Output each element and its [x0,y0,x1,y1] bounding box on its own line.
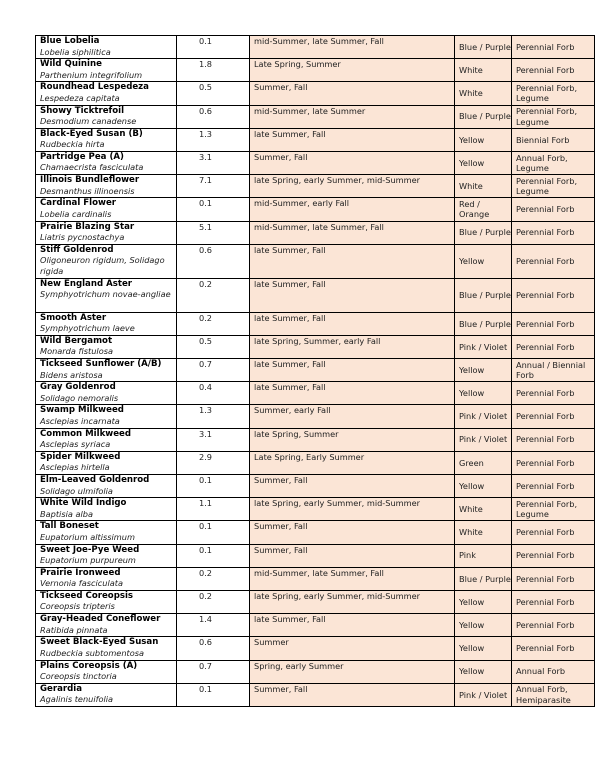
common-name: Common Milkweed [40,428,132,439]
scientific-name: Vernonia fasciculata [40,578,123,589]
bloom-period-cell: Summer, Fall [250,475,455,498]
species-name-cell [36,405,177,428]
species-name-cell [36,82,177,105]
scientific-name: Monarda fistulosa [40,346,113,357]
species-name-cell [36,382,177,405]
species-name-cell [36,590,177,613]
table-row [36,614,595,637]
flower-color-cell: Yellow [455,637,512,660]
plant-type-cell: Annual Forb, Hemiparasite [512,683,595,706]
bloom-period-cell: mid-Summer, early Fall [250,198,455,221]
flower-color-cell: White [455,82,512,105]
table-row [36,544,595,567]
table-row [36,105,595,128]
flower-color-cell: Pink / Violet [455,683,512,706]
bloom-period-cell: mid-Summer, late Summer, Fall [250,36,455,59]
table-row [36,637,595,660]
flower-color-cell: Blue / Purple [455,105,512,128]
seed-percent-cell: 7.1 [177,175,250,198]
table-row [36,36,595,59]
flower-color-cell: Green [455,451,512,474]
table-row [36,312,595,335]
seed-percent-cell: 0.5 [177,82,250,105]
species-name-cell [36,544,177,567]
flower-color-cell: White [455,498,512,521]
species-name-cell [36,105,177,128]
common-name: Black-Eyed Susan (B) [40,128,143,139]
seed-percent-cell: 0.2 [177,312,250,335]
common-name: Prairie Ironweed [40,567,121,578]
scientific-name: Ratibida pinnata [40,624,108,635]
flower-color-cell: Yellow [455,382,512,405]
table-row [36,382,595,405]
seed-percent-cell: 0.2 [177,567,250,590]
plant-type-cell: Annual Forb [512,660,595,683]
plant-type-cell: Perennial Forb [512,198,595,221]
common-name: Elm-Leaved Goldenrod [40,475,150,485]
seed-percent-cell: 0.7 [177,359,250,382]
table-row [36,590,595,613]
flower-color-cell: White [455,59,512,82]
bloom-period-cell: Summer, Fall [250,683,455,706]
common-name: White Wild Indigo [40,498,127,509]
species-name-cell [36,59,177,82]
plant-type-cell: Annual / Biennial Forb [512,359,595,382]
bloom-period-cell: Spring, early Summer [250,660,455,683]
bloom-period-cell: late Summer, Fall [250,278,455,312]
common-name: Tickseed Coreopsis [40,590,134,601]
scientific-name: Rudbeckia subtomentosa [40,647,145,658]
plant-type-cell: Perennial Forb [512,590,595,613]
plant-type-cell: Perennial Forb [512,614,595,637]
plant-type-cell: Perennial Forb [512,221,595,244]
bloom-period-cell: late Summer, Fall [250,359,455,382]
bloom-period-cell: mid-Summer, late Summer, Fall [250,567,455,590]
seed-percent-cell: 0.1 [177,198,250,221]
species-name-cell [36,312,177,335]
table-row [36,567,595,590]
scientific-name: Solidago ulmifolia [40,485,113,496]
common-name: Blue Lobelia [40,36,100,46]
bloom-period-cell: late Summer, Fall [250,128,455,151]
plant-type-cell: Biennial Forb [512,128,595,151]
plant-type-cell: Perennial Forb [512,521,595,544]
flower-color-cell: Yellow [455,151,512,174]
plant-type-cell: Perennial Forb [512,475,595,498]
species-name-cell [36,335,177,358]
scientific-name: Lobelia cardinalis [40,208,112,219]
seed-percent-cell: 1.3 [177,128,250,151]
scientific-name: Eupatorium purpureum [40,555,136,566]
common-name: Swamp Milkweed [40,405,124,416]
species-name-cell [36,128,177,151]
flower-color-cell: Yellow [455,475,512,498]
species-name-cell [36,244,177,278]
common-name: Smooth Aster [40,312,107,323]
bloom-period-cell: late Spring, early Summer, mid-Summer [250,498,455,521]
table-row [36,428,595,451]
species-name-cell [36,660,177,683]
table-row [36,221,595,244]
bloom-period-cell: late Spring, early Summer, mid-Summer [250,175,455,198]
table-row [36,244,595,278]
common-name: Tickseed Sunflower (A/B) [40,359,162,370]
table-row [36,128,595,151]
bloom-period-cell: mid-Summer, late Summer, Fall [250,221,455,244]
table-row [36,451,595,474]
scientific-name: Baptisia alba [40,508,93,519]
common-name: Prairie Blazing Star [40,221,135,232]
plant-type-cell: Perennial Forb [512,405,595,428]
scientific-name: Symphyotrichum laeve [40,323,135,334]
species-name-cell [36,359,177,382]
seed-percent-cell: 3.1 [177,151,250,174]
bloom-period-cell: Summer, Fall [250,151,455,174]
species-table-body [36,36,595,707]
seed-percent-cell: 0.7 [177,660,250,683]
scientific-name: Asclepias syriaca [40,439,111,450]
common-name: Roundhead Lespedeza [40,82,149,93]
flower-color-cell: Yellow [455,128,512,151]
species-name-cell [36,683,177,706]
common-name: Spider Milkweed [40,451,121,462]
common-name: Showy Ticktrefoil [40,105,125,116]
species-name-cell [36,451,177,474]
scientific-name: Chamaecrista fasciculata [40,162,144,173]
plant-type-cell: Perennial Forb [512,544,595,567]
plant-type-cell: Perennial Forb [512,451,595,474]
scientific-name: Solidago nemoralis [40,392,119,403]
seed-percent-cell: 0.6 [177,105,250,128]
scientific-name: Eupatorium altissimum [40,531,135,542]
plant-type-cell: Perennial Forb, Legume [512,82,595,105]
seed-percent-cell: 0.5 [177,335,250,358]
seed-percent-cell: 0.2 [177,278,250,312]
seed-percent-cell: 2.9 [177,451,250,474]
flower-color-cell: Yellow [455,359,512,382]
table-row [36,335,595,358]
seed-percent-cell: 0.6 [177,244,250,278]
flower-color-cell: Pink / Violet [455,335,512,358]
scientific-name: Lobelia siphilitica [40,46,111,57]
scientific-name: Bidens aristosa [40,369,103,380]
table-row [36,405,595,428]
bloom-period-cell: Summer, Fall [250,521,455,544]
seed-percent-cell: 1.4 [177,614,250,637]
common-name: New England Aster [40,278,133,289]
scientific-name: Asclepias incarnata [40,415,120,426]
plant-type-cell: Perennial Forb, Legume [512,175,595,198]
flower-color-cell: Yellow [455,590,512,613]
common-name: Sweet Black-Eyed Susan [40,637,159,648]
species-name-cell [36,637,177,660]
scientific-name: Lespedeza capitata [40,92,120,103]
common-name: Partridge Pea (A) [40,151,124,162]
bloom-period-cell: late Summer, Fall [250,614,455,637]
scientific-name: Desmodium canadense [40,116,137,127]
flower-color-cell: Pink / Violet [455,428,512,451]
species-name-cell [36,175,177,198]
flower-color-cell: Blue / Purple [455,567,512,590]
flower-color-cell: White [455,175,512,198]
flower-color-cell: White [455,521,512,544]
bloom-period-cell: mid-Summer, late Summer [250,105,455,128]
species-name-cell [36,521,177,544]
species-name-cell [36,498,177,521]
flower-color-cell: Yellow [455,244,512,278]
flower-color-cell: Yellow [455,614,512,637]
seed-percent-cell: 0.6 [177,637,250,660]
seed-percent-cell: 3.1 [177,428,250,451]
common-name: Tall Boneset [40,521,99,532]
table-row [36,660,595,683]
scientific-name: Liatris pycnostachya [40,232,125,242]
species-name-cell [36,614,177,637]
scientific-name: Asclepias hirtella [40,462,110,473]
plant-type-cell: Perennial Forb [512,567,595,590]
bloom-period-cell: Late Spring, Summer [250,59,455,82]
seed-percent-cell: 0.1 [177,475,250,498]
species-name-cell [36,221,177,244]
species-name-cell [36,475,177,498]
bloom-period-cell: Late Spring, Early Summer [250,451,455,474]
seed-percent-cell: 1.3 [177,405,250,428]
seed-percent-cell: 0.1 [177,521,250,544]
table-row [36,521,595,544]
species-name-cell [36,151,177,174]
plant-type-cell: Perennial Forb [512,382,595,405]
bloom-period-cell: Summer [250,637,455,660]
bloom-period-cell: Summer, early Fall [250,405,455,428]
bloom-period-cell: late Spring, Summer, early Fall [250,335,455,358]
table-row [36,278,595,312]
scientific-name: Symphyotrichum novae-angliae [40,289,171,300]
seed-percent-cell: 0.1 [177,683,250,706]
common-name: Stiff Goldenrod [40,244,114,255]
table-row [36,498,595,521]
seed-percent-cell: 0.2 [177,590,250,613]
table-row [36,59,595,82]
bloom-period-cell: late Spring, early Summer, mid-Summer [250,590,455,613]
common-name: Cardinal Flower [40,198,117,209]
species-name-cell [36,278,177,312]
seed-percent-cell: 0.4 [177,382,250,405]
scientific-name: Coreopsis tinctoria [40,671,117,681]
flower-color-cell: Blue / Purple [455,36,512,59]
scientific-name: Oligoneuron rigidum, Solidago rigida [40,255,165,276]
species-name-cell [36,428,177,451]
plant-type-cell: Perennial Forb [512,637,595,660]
table-row [36,683,595,706]
table-row [36,82,595,105]
seed-percent-cell: 0.1 [177,544,250,567]
common-name: Gray-Headed Coneflower [40,614,161,625]
plant-type-cell: Perennial Forb [512,278,595,312]
bloom-period-cell: late Summer, Fall [250,244,455,278]
species-name-cell [36,198,177,221]
flower-color-cell: Blue / Purple [455,221,512,244]
table-row [36,475,595,498]
scientific-name: Parthenium integrifolium [40,69,143,80]
plant-type-cell: Perennial Forb [512,335,595,358]
flower-color-cell: Yellow [455,660,512,683]
seed-percent-cell: 1.8 [177,59,250,82]
bloom-period-cell: late Summer, Fall [250,382,455,405]
flower-color-cell: Blue / Purple [455,278,512,312]
common-name: Plains Coreopsis (A) [40,660,138,671]
bloom-period-cell: Summer, Fall [250,544,455,567]
bloom-period-cell: late Spring, Summer [250,428,455,451]
flower-color-cell: Pink [455,544,512,567]
plant-type-cell: Perennial Forb [512,428,595,451]
plant-type-cell: Perennial Forb [512,312,595,335]
table-row [36,151,595,174]
bloom-period-cell: late Summer, Fall [250,312,455,335]
table-row [36,198,595,221]
plant-type-cell: Perennial Forb [512,36,595,59]
seed-percent-cell: 1.1 [177,498,250,521]
plant-type-cell: Annual Forb, Legume [512,151,595,174]
flower-color-cell: Pink / Violet [455,405,512,428]
bloom-period-cell: Summer, Fall [250,82,455,105]
flower-color-cell: Blue / Purple [455,312,512,335]
scientific-name: Rudbeckia hirta [40,139,105,150]
species-name-cell [36,36,177,59]
species-name-cell [36,567,177,590]
plant-type-cell: Perennial Forb, Legume [512,105,595,128]
common-name: Wild Bergamot [40,335,113,346]
plant-type-cell: Perennial Forb [512,244,595,278]
common-name: Sweet Joe-Pye Weed [40,544,140,555]
seed-percent-cell: 0.1 [177,36,250,59]
scientific-name: Agalinis tenuifolia [40,694,114,705]
plant-type-cell: Perennial Forb [512,59,595,82]
scientific-name: Desmanthus illinoensis [40,185,135,196]
common-name: Gerardia [40,683,83,694]
common-name: Illinois Bundleflower [40,175,140,186]
flower-color-cell: Red / Orange [455,198,512,221]
seed-percent-cell: 5.1 [177,221,250,244]
table-row [36,359,595,382]
common-name: Gray Goldenrod [40,382,116,393]
table-row [36,175,595,198]
species-table [35,35,595,707]
scientific-name: Coreopsis tripteris [40,601,115,612]
plant-type-cell: Perennial Forb, Legume [512,498,595,521]
common-name: Wild Quinine [40,59,102,70]
